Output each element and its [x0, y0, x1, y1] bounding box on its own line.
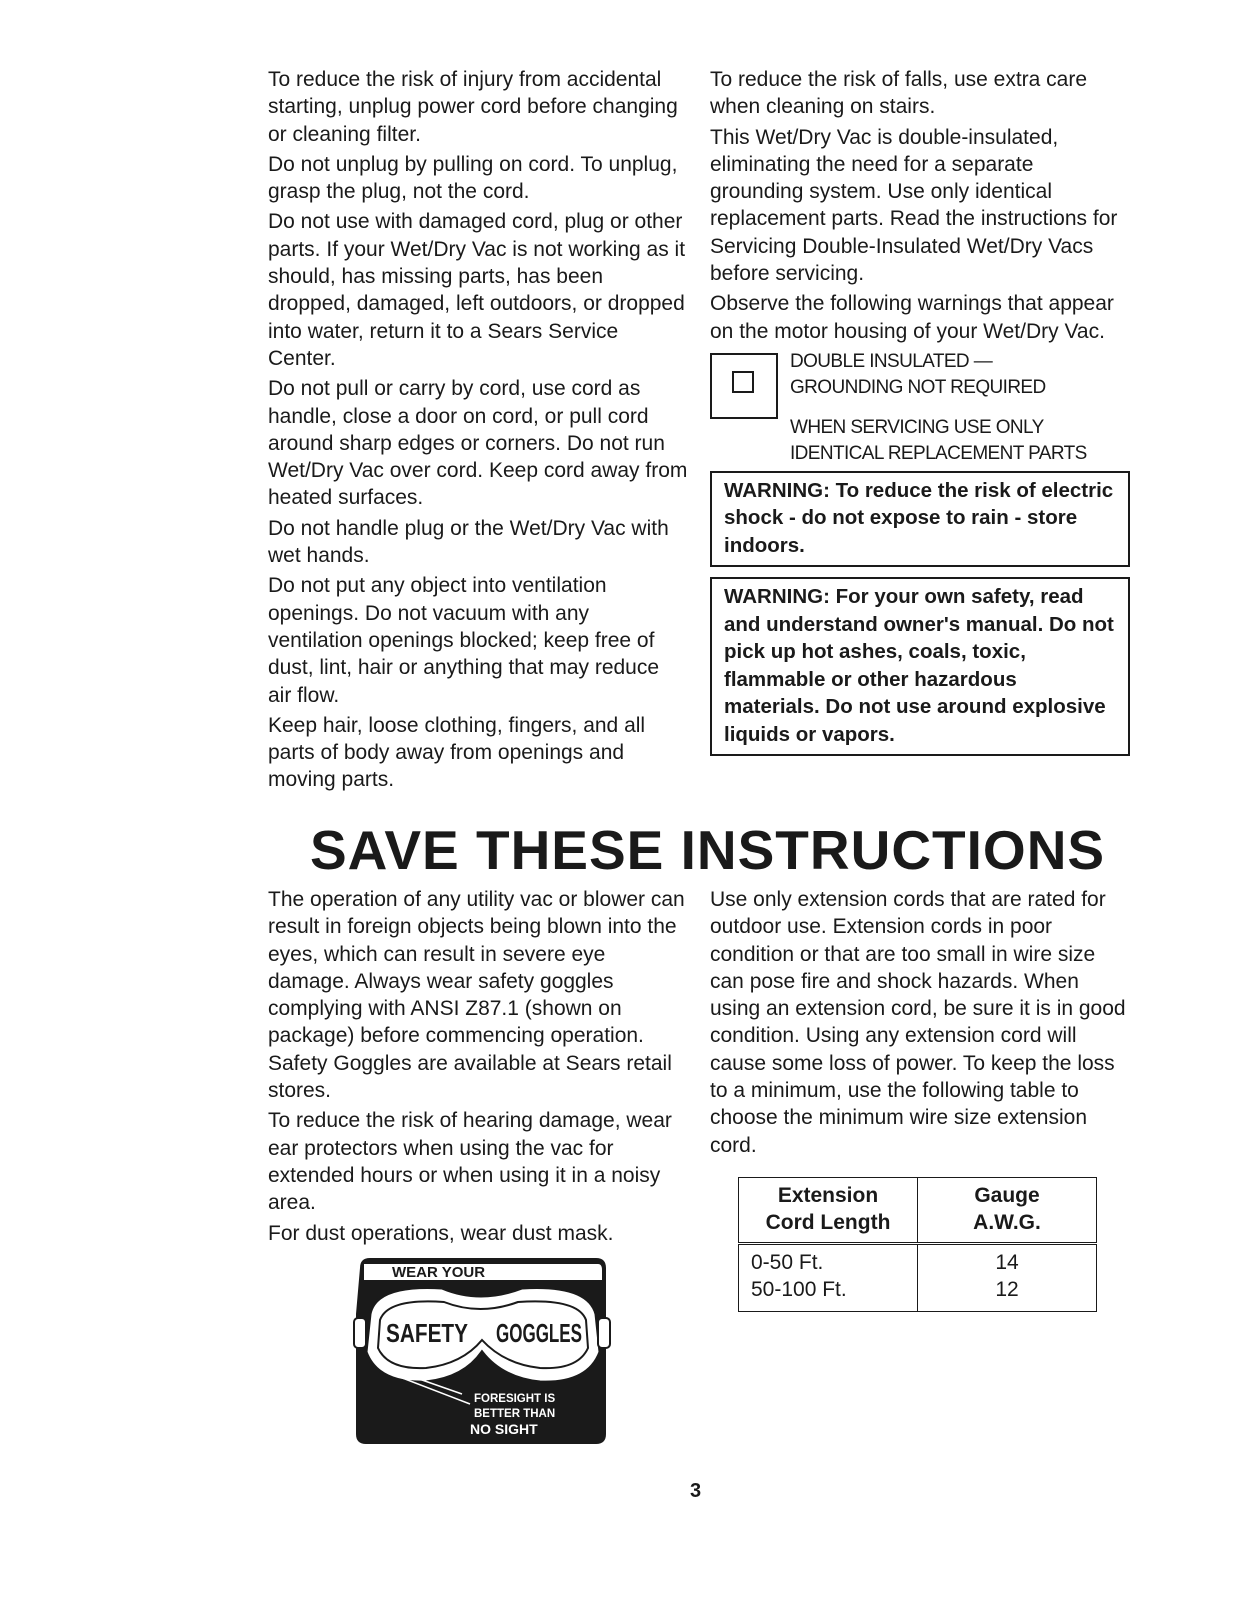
left-top-column: [268, 66, 688, 797]
goggles-right-strap-icon: [598, 1318, 610, 1348]
table-row: [739, 1276, 1097, 1312]
double-insulated-text: [790, 349, 1087, 467]
paragraph-unplug-grasp-plug: Do not unplug by pulling on cord. To unplug, grasp the plug, not the cord.: [268, 152, 678, 204]
sign-goggles-word: GOGGLES: [496, 1318, 582, 1348]
goggles-left-strap-icon: [354, 1318, 366, 1348]
left-bottom-column: [268, 886, 688, 1250]
save-instructions-heading: SAVE THESE INSTRUCTIONS: [310, 819, 1106, 881]
sign-slogan-line1: FORESIGHT IS: [474, 1393, 556, 1405]
header-col2-line2: A.W.G.: [973, 1210, 1041, 1234]
double-insulated-spacer: [790, 401, 1087, 415]
paragraph-stairs: To reduce the risk of falls, use extra care when cleaning on stairs.: [710, 68, 1088, 119]
double-insulated-square-icon: [732, 371, 754, 393]
cell-length: 0-50 Ft.: [739, 1243, 918, 1276]
sign-wear-your-text: WEAR YOUR: [392, 1264, 486, 1281]
paragraph-observe-warnings: Observe the following warnings that appear on the motor housing of your Wet/Dry Vac.: [710, 292, 1114, 343]
header-col1-line1: Extension: [777, 1183, 879, 1207]
paragraph-damaged-cord: Do not use with damaged cord, plug or other parts. If your Wet/Dry Vac is not working as it should, has missing parts, has been dropped, damaged, left outdoors, or dropped into water, return it to a Sears Service Center.: [268, 210, 686, 370]
table-header-row: [739, 1177, 1097, 1243]
extension-cord-table: [738, 1177, 1097, 1312]
double-insulated-label: [710, 349, 1130, 467]
paragraph-wet-hands: Do not handle plug or the Wet/Dry Vac with wet hands.: [268, 516, 669, 568]
paragraph-safety-goggles: The operation of any utility vac or blower can result in foreign objects being blown into the eyes, which can result in severe eye damage. Always wear safety goggles complying with ANSI Z87.1 (shown on package) before commencing operation. Safety Goggles are available at Sears retail stores.: [268, 888, 685, 1103]
cell-gauge: 12: [918, 1276, 1097, 1312]
double-insulated-line1: DOUBLE INSULATED —: [790, 350, 993, 372]
sign-slogan-line2: BETTER THAN: [474, 1408, 556, 1420]
page-number: 3: [690, 1480, 702, 1502]
paragraph-keep-hair-away: Keep hair, loose clothing, fingers, and all parts of body away from openings and moving parts.: [268, 713, 646, 792]
right-top-column: [710, 66, 1130, 756]
header-col1-line2: Cord Length: [765, 1210, 891, 1234]
paragraph-double-insulated: This Wet/Dry Vac is double-insulated, eliminating the need for a separate grounding system. Use only identical replacement parts. Read the instructions for Servicing Double-Insulated Wet/Dry Vacs before servicing.: [710, 125, 1118, 286]
cell-gauge: 14: [918, 1243, 1097, 1276]
paragraph-ventilation: Do not put any object into ventilation openings. Do not vacuum with any ventilation openings blocked; keep free of dust, lint, hair or anything that may reduce air flow.: [268, 574, 660, 707]
safety-goggles-sign: [352, 1254, 612, 1446]
cell-length: 50-100 Ft.: [739, 1276, 918, 1312]
paragraph-dust-mask: For dust operations, wear dust mask.: [268, 1221, 614, 1245]
paragraph-hearing-damage: To reduce the risk of hearing damage, wear ear protectors when using the vac for extended hours or when using it in a noisy area.: [268, 1109, 672, 1215]
paragraph-pull-carry-cord: Do not pull or carry by cord, use cord as handle, close a door on cord, or pull cord around sharp edges or corners. Do not run Wet/Dry Vac over cord. Keep cord away from heated surfaces.: [268, 377, 688, 510]
warning-box-shock: WARNING: To reduce the risk of electric shock - do not expose to rain - store indoors.: [710, 471, 1130, 568]
right-bottom-column: [710, 886, 1130, 1312]
paragraph-unplug-before-filter: To reduce the risk of injury from accidental starting, unplug power cord before changing or cleaning filter.: [268, 68, 678, 146]
double-insulated-line4: IDENTICAL REPLACEMENT PARTS: [790, 442, 1087, 464]
double-insulated-line2: GROUNDING NOT REQUIRED: [790, 376, 1046, 398]
warning-box-safety: WARNING: For your own safety, read and understand owner's manual. Do not pick up hot ashes, coals, toxic, flammable or other hazardous materials. Do not use around explosive liquids or vapors.: [710, 577, 1130, 756]
sign-safety-word: SAFETY: [386, 1318, 468, 1348]
header-col2-line1: Gauge: [974, 1183, 1040, 1207]
double-insulated-symbol-base: [710, 417, 778, 419]
double-insulated-line3: WHEN SERVICING USE ONLY: [790, 416, 1044, 438]
header-gauge-awg: [918, 1177, 1097, 1243]
paragraph-extension-cords: Use only extension cords that are rated for outdoor use. Extension cords in poor condition or that are too small in wire size can pose fire and shock hazards. When using an extension cord, be sure it is in good condition. Using any extension cord will cause some loss of power. To keep the loss to a minimum, use the following table to choose the minimum wire size extension cord.: [710, 888, 1126, 1157]
header-extension-cord-length: [739, 1177, 918, 1243]
sign-slogan-line3: NO SIGHT: [470, 1421, 538, 1437]
table-row: [739, 1243, 1097, 1276]
